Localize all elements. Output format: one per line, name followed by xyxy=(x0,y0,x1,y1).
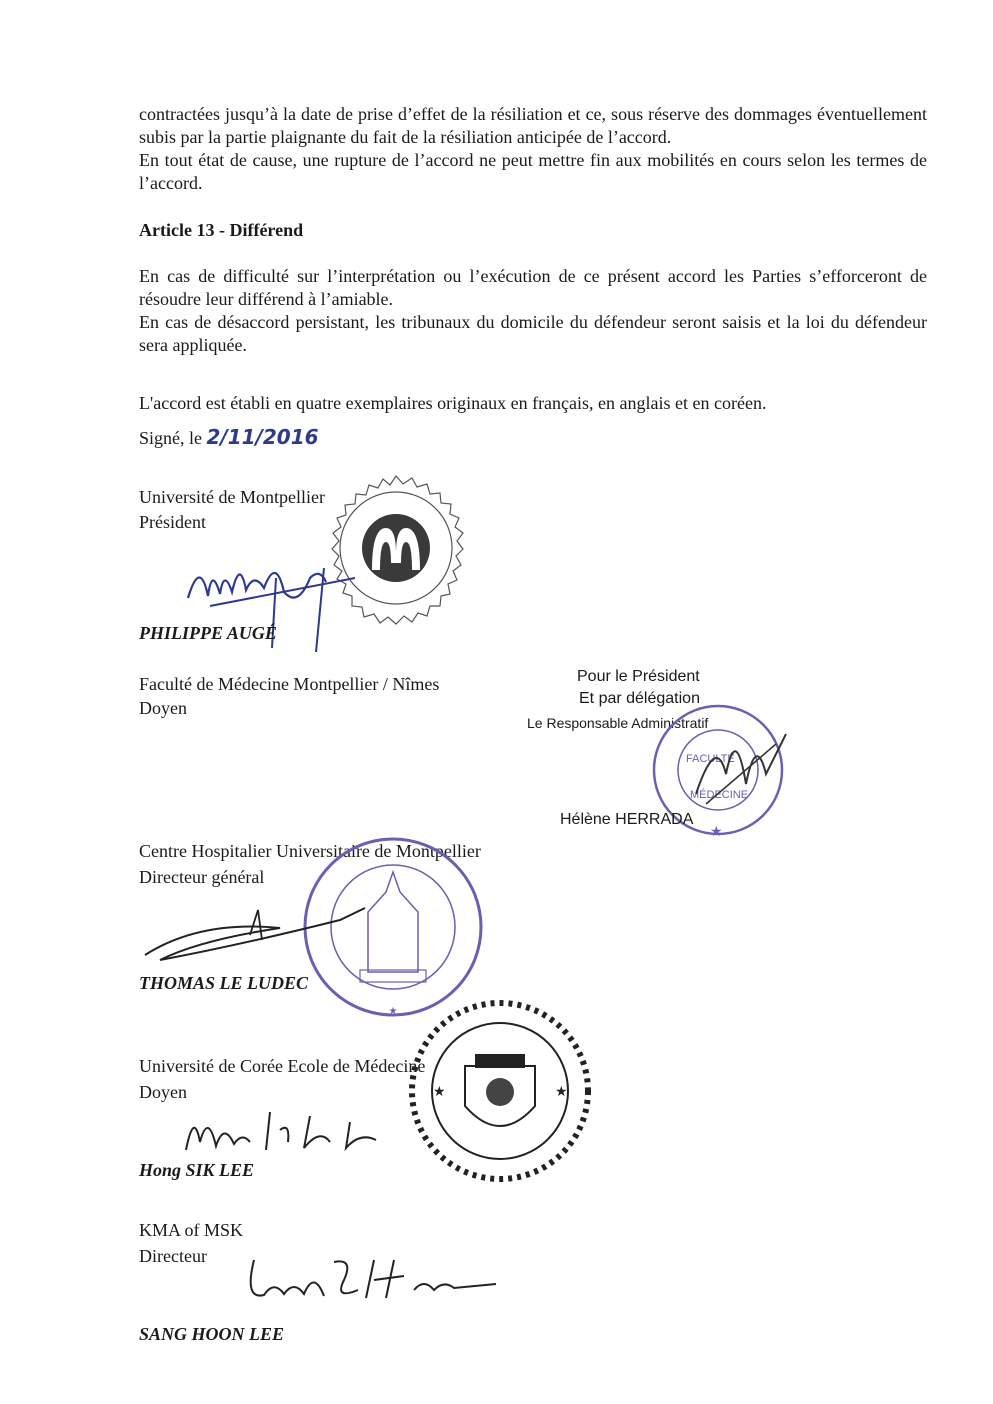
signed-date: 2/11/2016 xyxy=(206,425,319,449)
article-13-paragraph-2: En cas de désaccord persistant, les tribunaux du domicile du défendeur seront saisis et la loi du défendeur sera appliquée. xyxy=(139,312,927,355)
signatory-3-org: Centre Hospitalier Universitaire de Montpellier xyxy=(139,841,481,861)
signatory-3-name: THOMAS LE LUDEC xyxy=(139,973,309,993)
svg-text:★: ★ xyxy=(433,1083,446,1099)
copies-statement: L'accord est établi en quatre exemplaires originaux en français, en anglais et en coréen. xyxy=(139,393,767,413)
svg-text:FACULTÉ: FACULTÉ xyxy=(686,753,735,765)
signature-herrada xyxy=(686,714,796,824)
signatory-4-role: Doyen xyxy=(139,1082,187,1102)
delegation-line-1: Pour le Président xyxy=(577,668,700,685)
signatory-5-org: KMA of MSK xyxy=(139,1220,244,1240)
paragraph-rupture: En tout état de cause, une rupture de l’accord ne peut mettre fin aux mobilités en cours selon les termes de l’accord. xyxy=(139,150,927,193)
signatory-1-role: Président xyxy=(139,512,206,532)
svg-text:★: ★ xyxy=(555,1083,568,1099)
signatory-4-name: Hong SIK LEE xyxy=(139,1160,255,1180)
svg-text:MÉDECINE: MÉDECINE xyxy=(690,789,749,801)
svg-text:★: ★ xyxy=(710,823,723,839)
signatory-2-role: Doyen xyxy=(139,698,187,718)
article-13-title: Article 13 - Différend xyxy=(139,220,304,240)
delegation-line-3: Le Responsable Administratif xyxy=(527,715,709,731)
svg-text:★: ★ xyxy=(388,1006,398,1017)
signed-label: Signé, le xyxy=(139,428,202,448)
signature-sang-hoon-lee xyxy=(234,1250,504,1310)
signatory-5-name: SANG HOON LEE xyxy=(139,1324,285,1344)
signed-line xyxy=(139,426,319,450)
signatory-1-name: PHILIPPE AUGÉ xyxy=(139,623,277,643)
signatory-3-role: Directeur général xyxy=(139,867,265,887)
article-13-paragraph-1: En cas de difficulté sur l’interprétation ou l’exécution de ce présent accord les Parties s’efforceront de résoudre leur différend à l’amiable. xyxy=(139,266,927,309)
signatory-4-org: Université de Corée Ecole de Médecine xyxy=(139,1056,426,1076)
signature-le-ludec xyxy=(140,900,370,970)
delegation-line-2: Et par délégation xyxy=(579,690,700,707)
delegate-name: Hélène HERRADA xyxy=(560,811,694,828)
signatory-5-role: Directeur xyxy=(139,1246,207,1266)
signatory-1-org: Université de Montpellier xyxy=(139,487,325,507)
signatory-2-org: Faculté de Médecine Montpellier / Nîmes xyxy=(139,674,440,694)
signature-hong-sik-lee xyxy=(180,1102,410,1162)
paragraph-continuation: contractées jusqu’à la date de prise d’effet de la résiliation et ce, sous réserve des dommages éventuellement subis par la partie plaignante du fait de la résiliation anticipée de l’accord. xyxy=(139,104,927,147)
korea-university-seal xyxy=(405,996,595,1186)
